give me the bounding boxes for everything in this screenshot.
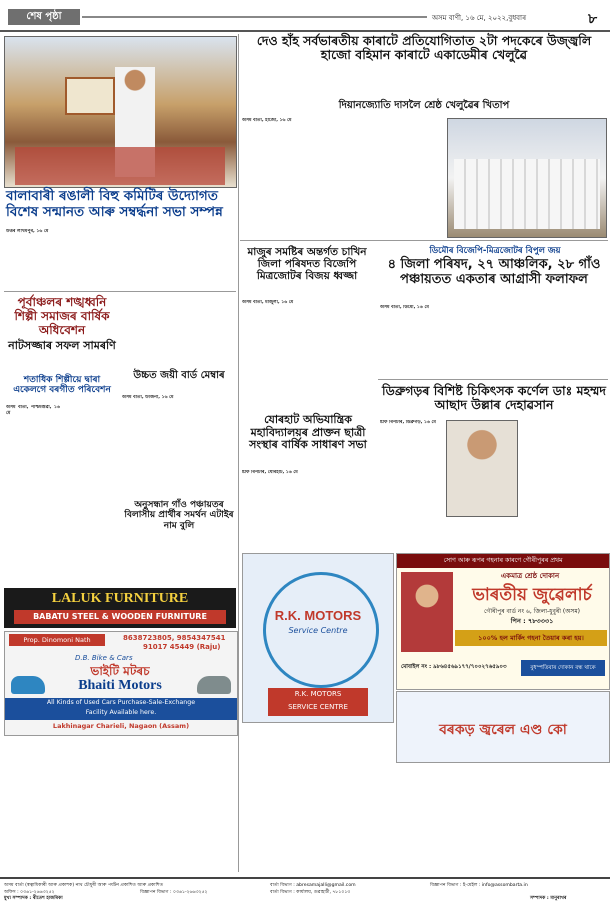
divider (240, 240, 608, 241)
jewellers-ad (396, 553, 610, 690)
jorhat-headline: যোৰহাট অভিযান্ত্ৰিক মহাবিদ্যালয়ৰ প্ৰাক্তন ছাত্ৰী সংস্থাৰ বাৰ্ষিক সাধাৰণ সভা (249, 413, 367, 452)
rk-tag: Service Centre (288, 626, 348, 635)
jewellers-pin: পিন : ৭৮৩৩৩১ (510, 617, 554, 625)
bhaiti-prop: Prop. Dinomoni Nath (9, 634, 105, 646)
jorhat-dateline: ষ্টাফ ৰিপৰ্টাৰ, যোৰহাট, ১৬ মে (242, 470, 298, 475)
bhaiti-offer-line1: All Kinds of Used Cars Purchase-Sale-Exchange (46, 699, 196, 706)
karate-team-photo (447, 118, 607, 238)
bottom-banner-title: বৰকড় জ্বৰেল এণ্ড কো (439, 722, 567, 738)
laluk-title: LALUK FURNITURE (51, 591, 189, 606)
left-bottom-body (4, 738, 236, 873)
dimoria-kicker: ডিমৌৰ বিজেপি-মিত্ৰজোটৰ বিপুল জয় (429, 246, 561, 256)
divider (378, 379, 608, 380)
dimoria-headline: ৪ জিলা পৰিষদ, ২৭ আঞ্চলিক, ২৮ গাঁও পঞ্চায়তত একতাৰ আগ্ৰাসী ফলাফল (387, 257, 601, 287)
mid-bottom-body (242, 725, 392, 870)
ward-intro-body (122, 296, 236, 366)
header-rule (82, 16, 427, 18)
laluk-subtitle: BABATU STEEL & WOODEN FURNITURE (14, 610, 226, 624)
bhaiti-tag: D.B. Bike & Cars (75, 654, 133, 662)
dimoria-body-col2 (456, 305, 528, 375)
jewellers-top-banner: সোণ আৰু ৰূপৰ গহনাৰ কাৰণে গৌৰীপুৰৰ প্ৰথম (397, 554, 609, 568)
jewellers-address: গৌৰীপুৰ বাৰ্ড নং ৬, জিলা-ধুবুৰী (অসম) (483, 608, 581, 615)
dibrugarh-headline: ডিব্ৰুগড়ৰ বিশিষ্ট চিকিৎসক কৰ্ণেল ডাঃ মহম্মদ আছাদ উল্লাৰ দেহাৱসান (382, 383, 606, 413)
edition-dateline: অসম বাণী, ১৬ মে, ২০২২,বুধবাৰ (432, 14, 527, 22)
model-photo (401, 572, 453, 652)
sankha-subdeck: শতাধিক শিল্পীয়ে দ্বাৰা একেলগে বৰগীত পৰিবেশন (13, 375, 111, 396)
car-icon (11, 676, 45, 694)
column-divider (238, 34, 239, 872)
dibrugarh-body-col1 (380, 420, 442, 540)
bhaiti-name: Bhaiti Motors (78, 678, 162, 693)
dimoria-body-col1 (380, 305, 452, 375)
ward-body (122, 395, 236, 495)
bottom-jewellery-banner (396, 691, 610, 763)
footer-phone1: অফিস : ০৩৬১-২৬৬৩২৫২ (4, 890, 55, 895)
section-label: শেষ পৃষ্ঠা (8, 9, 80, 25)
karate-dateline: অসম বাৰ্তা, হাজো, ১৬ মে (242, 118, 292, 123)
dibrugarh-dateline: ষ্টাফ ৰিপৰ্টাৰ, ডিব্ৰুগড়, ১৬ মে (380, 420, 436, 425)
karate-players (454, 159, 600, 229)
rk-tag-plate: SERVICE CENTRE (288, 703, 348, 711)
karate-body-col2 (386, 118, 444, 238)
footer-editor2: সম্পাদক : মানুৰাখৰ (530, 896, 567, 901)
bhaiti-motors-ad (4, 631, 238, 736)
car-icon (197, 676, 231, 694)
footer-office: বাৰ্তা বিভাগ : কাৰ্যালয়, গুৱাহাটী, ৭৮১০১৩ (270, 890, 351, 895)
footer-imprint: অসম বাৰ্তা (স্বত্বাধিকাৰী আৰু প্ৰকাশক) নাথ চৌধুৰী আৰু পৰ্যটন প্ৰকাশিত আৰু প্ৰকাশিত (4, 883, 164, 888)
jewellers-name: ভাৰতীয় জুৱেলাৰ্চ (472, 585, 592, 605)
bihu-headline: বালাবাৰী ৰঙালী বিহু কমিটিৰ উদ্যোগত বিশেষ সন্মানত আৰু সম্বৰ্দ্ধনা সভা সম্পন্ন (6, 188, 223, 220)
footer-phone2: বিজ্ঞাপন বিভাগ : ০৩৬১-২৬৬৩২৫২ (140, 890, 208, 895)
jewellers-promise: ১০০% হল মাৰ্কিং গহনা তৈয়াৰ কৰা হয়। (455, 630, 607, 646)
dimoria-body-col3 (532, 305, 606, 375)
footer-ad-email: বিজ্ঞাপন বিভাগ : ই-মেইল : info@assombarta.in (430, 883, 528, 888)
sankha-body-col1 (6, 405, 60, 585)
page-footer (0, 877, 610, 901)
sankha-dateline: অসম বাৰ্তা, পশ্চিমগুৱা, ১৬ মে (6, 405, 60, 416)
footer-news-email: বাৰ্তা বিভাগ : abresamajalli@gmail.com (270, 883, 356, 888)
karate-body-col1 (242, 118, 382, 238)
jewellers-note: বুধস্পতিবাৰ দোকান বন্ধ থাকে (521, 660, 605, 676)
rk-name: R.K. MOTORS (274, 608, 362, 623)
bhaiti-phone1: 8638723805, 9854347541 (123, 634, 226, 642)
rk-name-plate: R.K. MOTORS (294, 690, 342, 698)
footer-editor: মুখ্য সম্পাদক : ৰীতেশ হাজৰিকা (4, 896, 63, 901)
sankha-body-col2 (64, 405, 118, 585)
majuli-headline: মাজুৰ সমষ্টিৰ অন্তৰ্গত চাখিন জিলা পৰিষদত বিজেপি মিত্ৰজোটৰ বিজয় ধ্বজ্জা (247, 246, 367, 283)
divider (4, 291, 236, 292)
jewellers-sub: একমাত্ৰ শ্ৰেষ্ঠ দোকান (500, 572, 560, 580)
anusman-headline: অনুসন্ধান গাঁও পঞ্চায়তৰ বিলাসীয় প্ৰাৰ্থীৰ সমৰ্থন এটাইৰ নাম বুলি (124, 500, 234, 531)
dimoria-dateline: অসম বাৰ্তা, ডিমৌ, ১৬ মে (380, 305, 429, 310)
anusman-body (122, 545, 236, 585)
jewellers-mobile: মোবাইল নং : ৯৮৬৪৫৬৯১৭৭/৭০০২৭৬৫৯০৩ (401, 664, 507, 670)
ward-dateline: অসম বাৰ্তা, উজিনা, ১৬ মে (122, 395, 174, 400)
bihu-dateline: উত্তৰ লখিমপুৰ, ১৬ মে (6, 229, 49, 234)
bihu-body-col2 (122, 229, 234, 289)
page-number: ৮ (588, 11, 598, 27)
bhaiti-offer-line2: Facility Available here. (85, 709, 157, 716)
bihu-event-photo (4, 36, 237, 188)
certificate-icon (65, 77, 115, 115)
bihu-body-col1 (6, 229, 118, 289)
sankha-deck: নাটসজ্জাৰ সফল সামৰণি (8, 339, 116, 352)
laluk-furniture-ad (4, 588, 236, 628)
majuli-body-col2 (308, 300, 371, 410)
ward-headline: উচ্চত জয়ী বাৰ্ড মেম্বাৰ (133, 370, 225, 381)
bhaiti-offer-banner (5, 698, 237, 720)
bhaiti-address: Lakhinagar Charieli, Nagaon (Assam) (52, 722, 190, 730)
majuli-dateline: অসম বাৰ্তা, মাজুলী, ১৬ মে (242, 300, 294, 305)
karate-headline: দেও হাঁহ সৰ্বভাৰতীয় কাৰাটে প্ৰতিযোগিতাত ২টা পদকেৰে উজ্জ্বলি হাজো বহিমান কাৰাটে একাডেমীৰ খেলুৱৈ (256, 33, 592, 63)
karate-subhead: দিয়ানজ্যোতি দাসলৈ শ্ৰেষ্ঠ খেলুৱৈৰ খিতাপ (338, 100, 510, 111)
right-bottom-body (396, 765, 608, 870)
sankha-headline: পূৰ্বাঞ্চলৰ শঙ্খধ্বনি শিল্পী সমাজৰ বাৰ্ষিক অধিবেশন (14, 295, 110, 337)
rk-plate (268, 688, 368, 716)
majuli-body-col1 (242, 300, 305, 410)
rk-motors-ad (242, 553, 394, 723)
obituary-photo (446, 420, 518, 517)
bhaiti-phone2: 91017 45449 (Raju) (143, 643, 221, 651)
stage-cloth (15, 147, 225, 185)
bhaiti-name-assamese: ভাইটি মটৰচ (90, 664, 150, 678)
dibrugarh-body-col2 (520, 420, 606, 540)
jorhat-body (242, 470, 374, 550)
